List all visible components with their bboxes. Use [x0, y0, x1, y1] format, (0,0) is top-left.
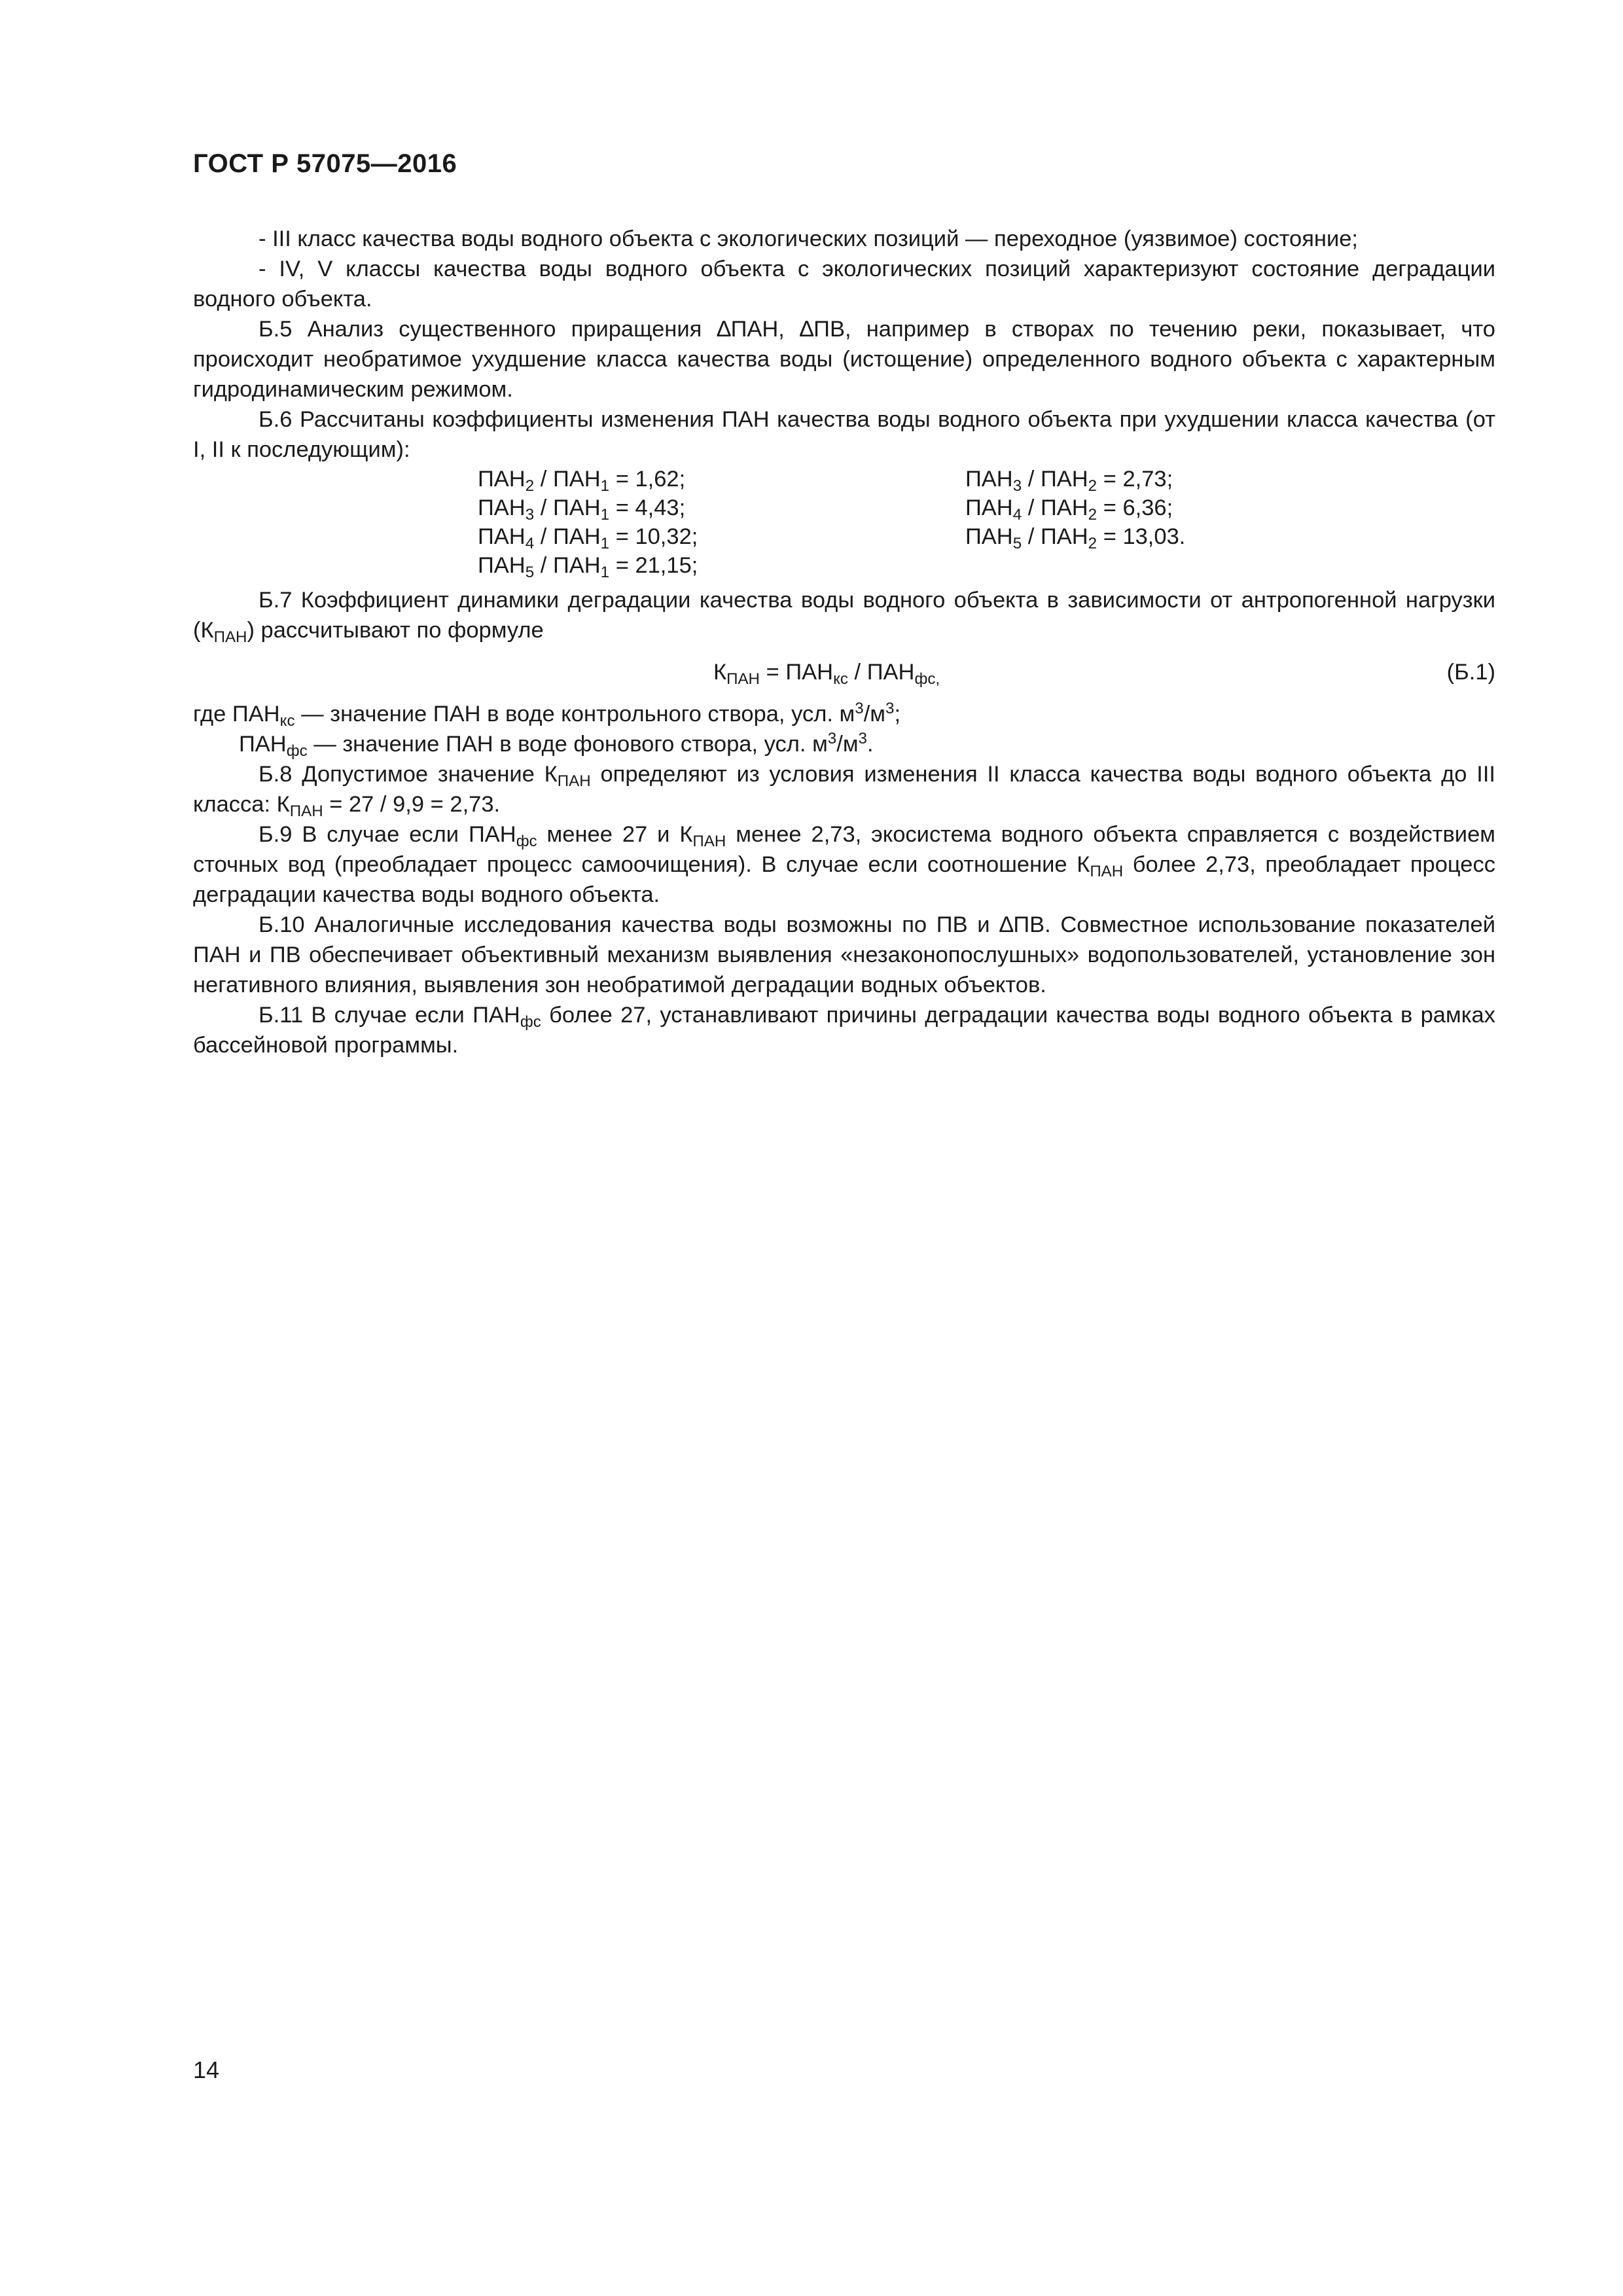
paragraph-b7: Б.7 Коэффициент динамики деградации качества воды водного объекта в зависимости от антропогенной нагрузки $(К_{ПАН})$ рассчитывают по формуле	[193, 588, 1495, 647]
legend-row-ks: где $ПАН_{кс}$ — значение ПАН в воде контрольного створа, усл. $м^3/м^3$;	[193, 699, 901, 730]
document-header: ГОСТ Р 57075—2016	[193, 149, 457, 178]
ratio-line: $ПАН_3 / ПАН_1 = 4,43$;	[478, 495, 686, 524]
ratio-line: $ПАН_2 / ПАН_1 = 1,62$;	[478, 467, 686, 495]
document-body	[193, 224, 1495, 1060]
formula-expression: $К_{ПАН} = ПАН_{кс} / ПАН_{фс,}$	[713, 660, 940, 689]
ratio-line: $ПАН_5 / ПАН_1 = 21,15$;	[478, 553, 698, 582]
page-number: 14	[193, 2056, 220, 2083]
coefficient-ratios	[193, 465, 1495, 585]
formula-b1	[193, 645, 1495, 699]
paragraph-b10: Б.10 Аналогичные исследования качества воды возможны по ПВ и ∆ПВ. Совместное использование показателей ПАН и ПВ обеспечивает объективный механизм выявления «незаконопослушных» водопользователей, установление зон негативного влияния, выявления зон необратимой деградации водных объектов.	[193, 912, 1495, 997]
ratio-line: $ПАН_4 / ПАН_1 = 10,32$;	[478, 524, 698, 553]
ratios-left-column	[478, 465, 698, 580]
paragraph-b6: Б.6 Рассчитаны коэффициенты изменения ПАН качества воды водного объекта при ухудшении класса качества (от I, II к последующим):	[193, 407, 1495, 462]
ratio-line: $ПАН_5 / ПАН_2 = 13,03$.	[965, 524, 1186, 553]
formula-legend	[193, 699, 1495, 759]
ratios-right-column	[965, 465, 1185, 551]
paragraph-b5: Б.5 Анализ существенного приращения ∆ПАН, ∆ПВ, например в створах по течению реки, показывает, что происходит необратимое ухудшение класса качества воды (истощение) определенного водного объекта с характерным гидродинамическим режимом.	[193, 317, 1495, 402]
paragraph-class-iv-v: - IV, V классы качества воды водного объекта с экологических позиций характеризуют состояние деградации водного объекта.	[193, 257, 1495, 312]
formula-number: (Б.1)	[1446, 660, 1495, 685]
paragraph-b9: Б.9 В случае если $ПАН_{фс}$ менее 27 и $К_{ПАН}$ менее 2,73, экосистема водного объекта справляется с воздействием сточных вод (преобладает процесс самоочищения). В случае если соотношение $К_{ПАН}$ более 2,73, преобладает процесс деградации качества воды водного объекта.	[193, 822, 1495, 907]
ratio-line: $ПАН_3 / ПАН_2 = 2,73$;	[965, 467, 1173, 495]
paragraph-b11: Б.11 В случае если $ПАН_{фс}$ более 27, устанавливают причины деградации качества воды водного объекта в рамках бассейновой программы.	[193, 1003, 1495, 1058]
paragraph-b8: Б.8 Допустимое значение $К_{ПАН}$ определяют из условия изменения II класса качества воды водного объекта до III класса: $К_{ПАН} = 27 / 9,9 = 2,73$.	[193, 762, 1495, 821]
legend-row-fs: $ПАН_{фс}$ — значение ПАН в воде фонового створа, усл. $м^3/м^3$.	[239, 729, 874, 761]
ratio-line: $ПАН_4 / ПАН_2 = 6,36$;	[965, 495, 1173, 524]
paragraph-class-iii: - III класс качества воды водного объекта с экологических позиций — переходное (уязвимое) состояние;	[259, 226, 1359, 251]
